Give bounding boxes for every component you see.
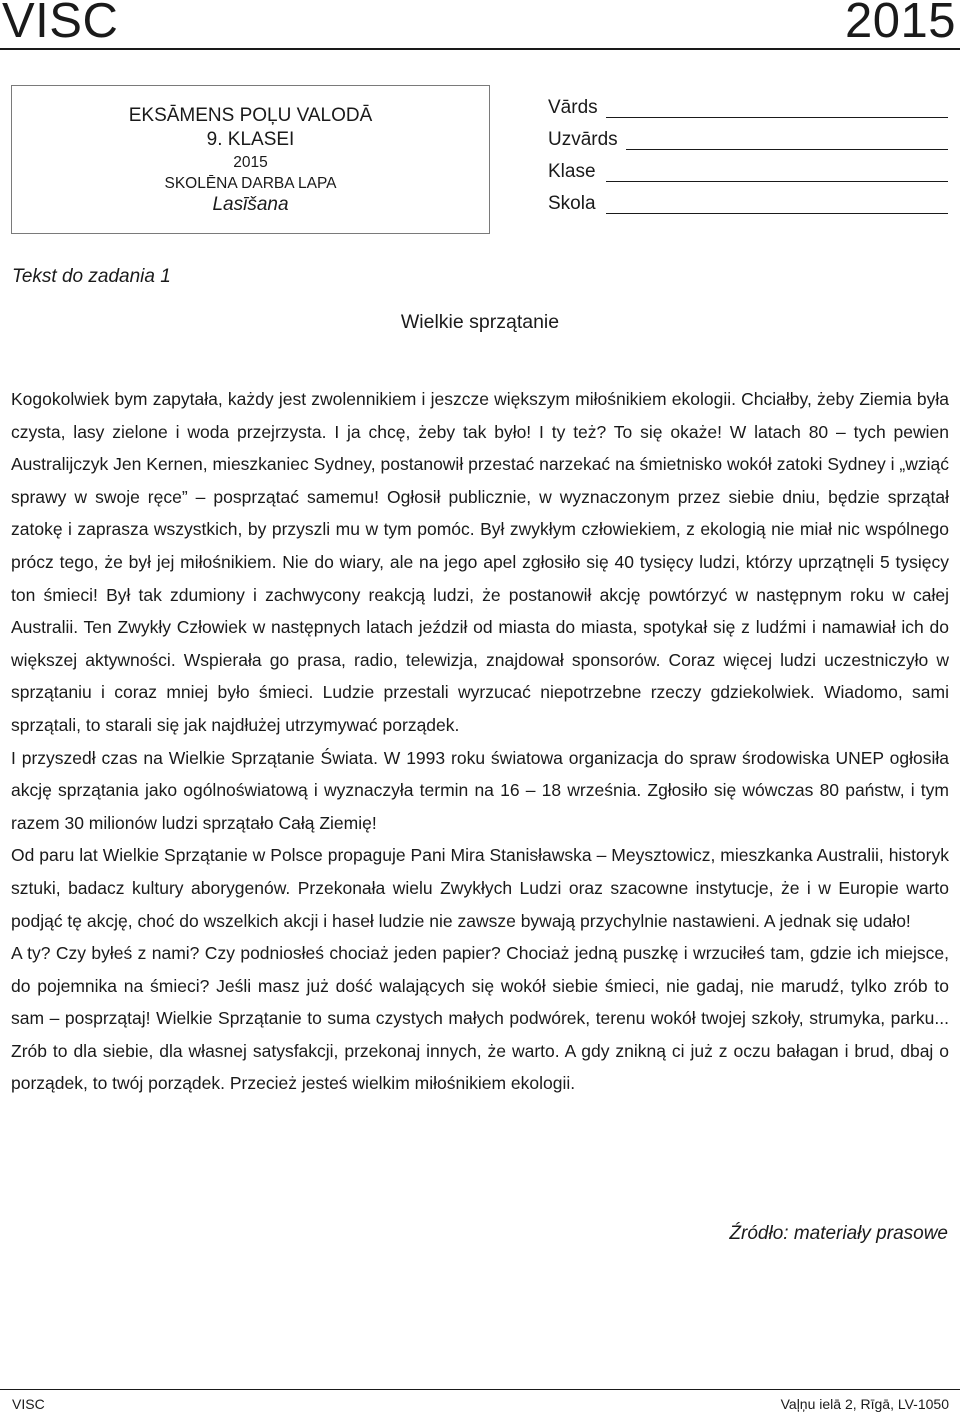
exam-section: Lasīšana	[212, 194, 289, 215]
footer-left: VISC	[12, 1396, 45, 1412]
source-note: Źródło: materiały prasowe	[729, 1223, 948, 1244]
exam-title: EKSĀMENS POĻU VALODĀ	[128, 105, 373, 126]
text-title: Wielkie sprzątanie	[400, 311, 560, 333]
exam-grade: 9. KLASEI	[206, 129, 295, 150]
footer-address: Vaļņu ielā 2, Rīgā, LV-1050	[780, 1396, 949, 1412]
surname-field-label: Uzvārds	[548, 129, 618, 150]
name-field-label: Vārds	[548, 97, 598, 118]
header-year: 2015	[844, 0, 956, 48]
footer-rule	[0, 1389, 960, 1390]
header-rule	[0, 48, 960, 50]
paragraph: A ty? Czy byłeś z nami? Czy podniosłeś chociaż jeden papier? Chociaż jedną puszkę i wrzuciłeś tam, gdzie ich miejsce, do pojemnika na śmieci? Jeśli masz już dość walających się wokół siebie śmieci, nie gadaj, nie marudź, tylko zrób to sam – posprzątaj! Wielkie Sprzątanie to suma czystych małych podwórek, terenu wokół twojej szkoły, strumyka, parku... Zrób to dla siebie, dla własnej satysfakcji, przekonaj innych, że warto. A gdy znikną ci już z oczu bałagan i brud, dbaj o porządek, to twój porządek. Przecież jesteś wielkim miłośnikiem ekologii.	[11, 943, 949, 1094]
reading-text	[11, 383, 949, 1100]
exam-sheet-type: SKOLĒNA DARBA LAPA	[164, 175, 337, 192]
exam-year: 2015	[233, 154, 268, 171]
school-field-line[interactable]	[606, 213, 948, 214]
exam-info-box	[11, 85, 490, 234]
header-left-text: VISC	[2, 0, 119, 48]
name-field[interactable]	[548, 97, 598, 121]
task-label: Tekst do zadania 1	[12, 266, 171, 287]
class-field[interactable]	[548, 161, 596, 185]
paragraph: Kogokolwiek bym zapytała, każdy jest zwolennikiem i jeszcze większym miłośnikiem ekologii. Chciałby, żeby Ziemia była czysta, lasy zielone i woda przejrzysta. I ja chcę, żeby tak było! I ty też? To się okaże! W latach 80 – tych pewien Australijczyk Jen Kernen, mieszkaniec Sydney, postanowił przestać narzekać na śmietnisko wokół zatoki Sydney i „wziąć sprawy w swoje ręce” – posprzątać samemu! Ogłosił publicznie, w wyznaczonym przez siebie dniu, będzie sprzątał zatokę i zaprasza wszystkich, by przyszli mu w tym pomóc. Był zwykłym człowiekiem, z ekologią nie miał nic wspólnego prócz tego, że był jej miłośnikiem. Nie do wiary, ale na jego apel zgłosiło się 40 tysięcy ludzi, którzy uprzątnęli 5 tysięcy ton śmieci! Był tak zdumiony i zachwycony reakcją ludzi, że postanowił akcję powtórzyć w następnym roku w całej Australii. Ten Zwykły Człowiek w następnych latach jeździł od miasta do miasta, spotykał się z ludźmi i namawiał ich do większej aktywności. Wspierała go prasa, radio, telewizja, znajdował sponsorów. Coraz więcej ludzi uczestniczyło w sprzątaniu i coraz mniej było śmieci. Ludzie przestali wyrzucać niepotrzebne rzeczy gdziekolwiek. Wiadomo, sami sprzątali, to starali się jak najdłużej utrzymywać porządek.	[11, 389, 949, 735]
school-field[interactable]	[548, 193, 596, 217]
surname-field-line[interactable]	[626, 149, 948, 150]
paragraph: Od paru lat Wielkie Sprzątanie w Polsce propaguje Pani Mira Stanisławska – Meysztowicz, mieszkanka Australii, historyk sztuki, badacz kultury aborygenów. Przekonała wielu Zwykłych Ludzi oraz szacowne instytucje, że i w Europie warto podjąć tę akcję, choć do wszelkich akcji i haseł ludzie nie zawsze bywają przychylnie nastawieni. A jednak się udało!	[11, 845, 949, 931]
surname-field[interactable]	[548, 129, 618, 153]
paragraph: I przyszedł czas na Wielkie Sprzątanie Świata. W 1993 roku światowa organizacja do spraw środowiska UNEP ogłosiła akcję sprzątania jako ogólnoświatową i wyznaczyła termin na 16 – 18 września. Zgłosiło się wówczas 80 państw, i tym razem 30 milionów ludzi sprzątało Całą Ziemię!	[11, 747, 949, 833]
name-field-line[interactable]	[606, 117, 948, 118]
class-field-line[interactable]	[606, 181, 948, 182]
class-field-label: Klase	[548, 161, 596, 182]
school-field-label: Skola	[548, 193, 596, 214]
